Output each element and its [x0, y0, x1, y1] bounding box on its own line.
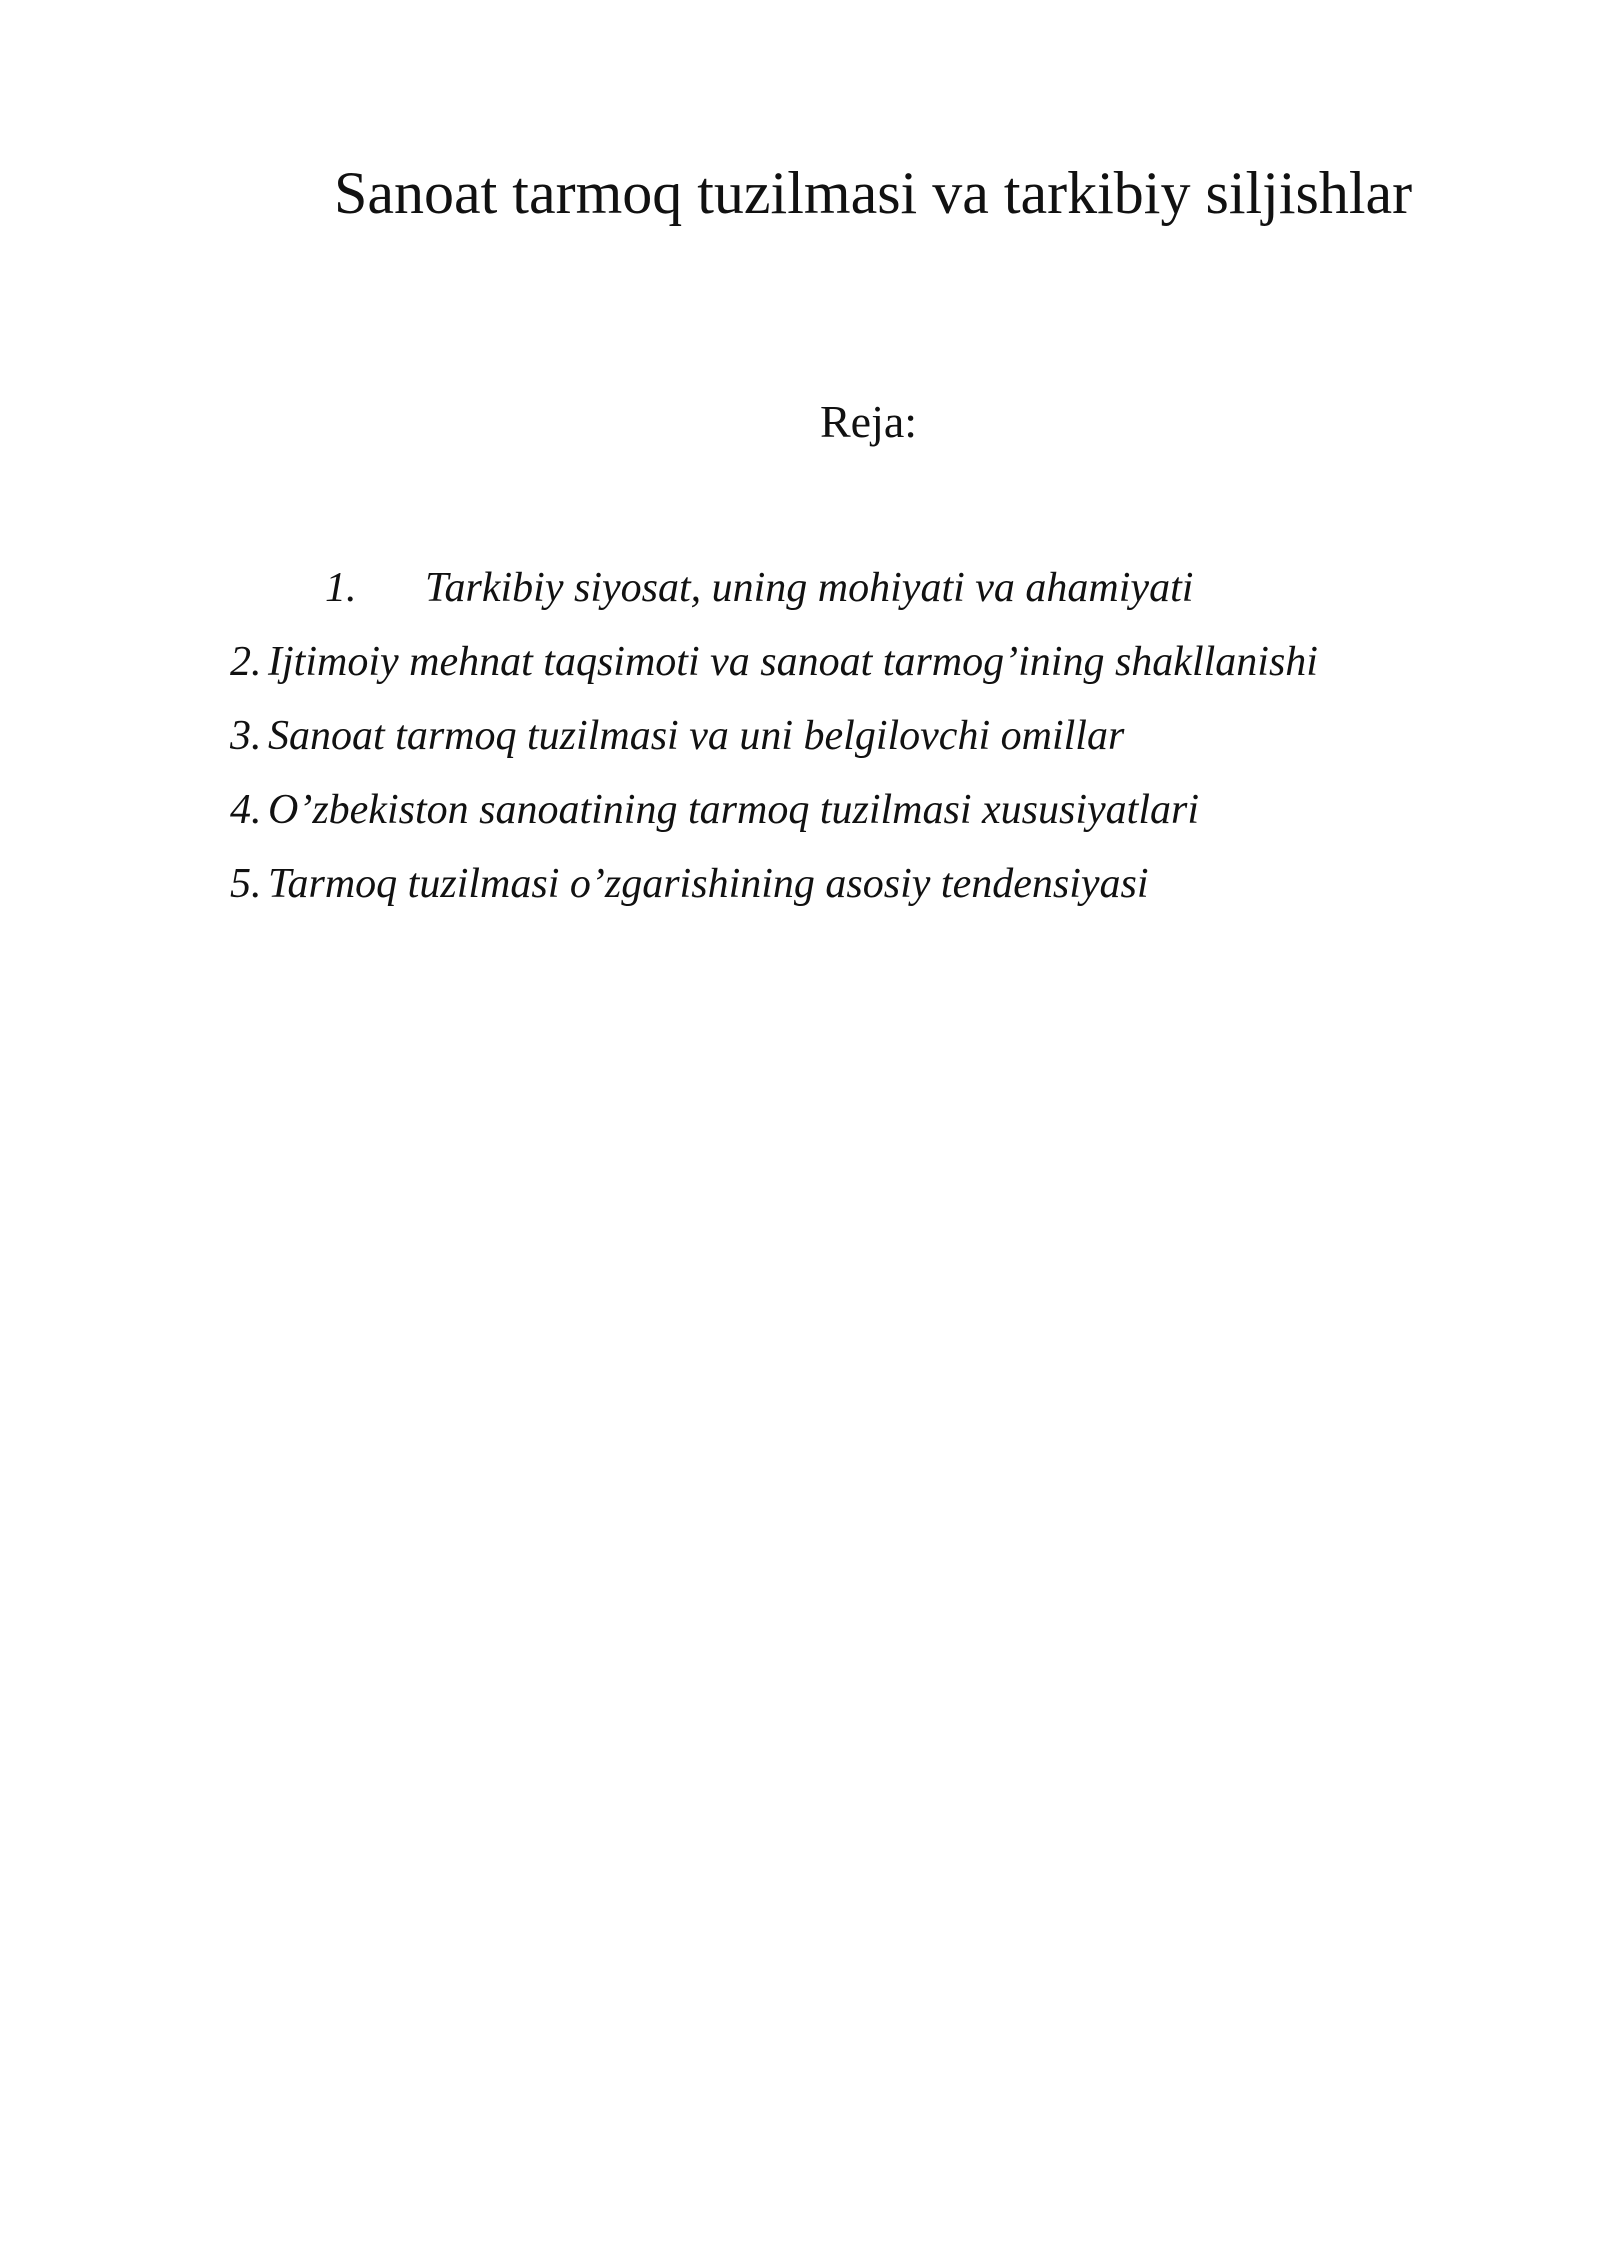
- plan-item-5: [230, 856, 1149, 912]
- plan-item-3: [230, 708, 1124, 764]
- plan-item-4: [230, 782, 1199, 838]
- plan-item-1: [325, 560, 1193, 616]
- plan-item-number: 2.: [230, 639, 262, 685]
- plan-item-text: Tarkibiy siyosat, uning mohiyati va ahamiyati: [425, 565, 1194, 611]
- plan-item-text: Sanoat tarmoq tuzilmasi va uni belgilovchi omillar: [268, 713, 1125, 759]
- plan-item-number: 5.: [230, 861, 262, 907]
- plan-item-text: Ijtimoiy mehnat taqsimoti va sanoat tarmog’ining shakllanishi: [268, 639, 1318, 685]
- plan-item-text: O’zbekiston sanoatining tarmoq tuzilmasi xususiyatlari: [268, 787, 1200, 833]
- plan-heading: Reja:: [820, 396, 918, 447]
- plan-item-text: Tarmoq tuzilmasi o’zgarishining asosiy tendensiyasi: [268, 861, 1149, 907]
- plan-item-number: 1.: [325, 565, 357, 611]
- document-title: Sanoat tarmoq tuzilmasi va tarkibiy siljishlar: [334, 160, 1413, 226]
- plan-item-number: 4.: [230, 787, 262, 833]
- plan-item-2: [230, 634, 1318, 690]
- plan-item-number: 3.: [230, 713, 262, 759]
